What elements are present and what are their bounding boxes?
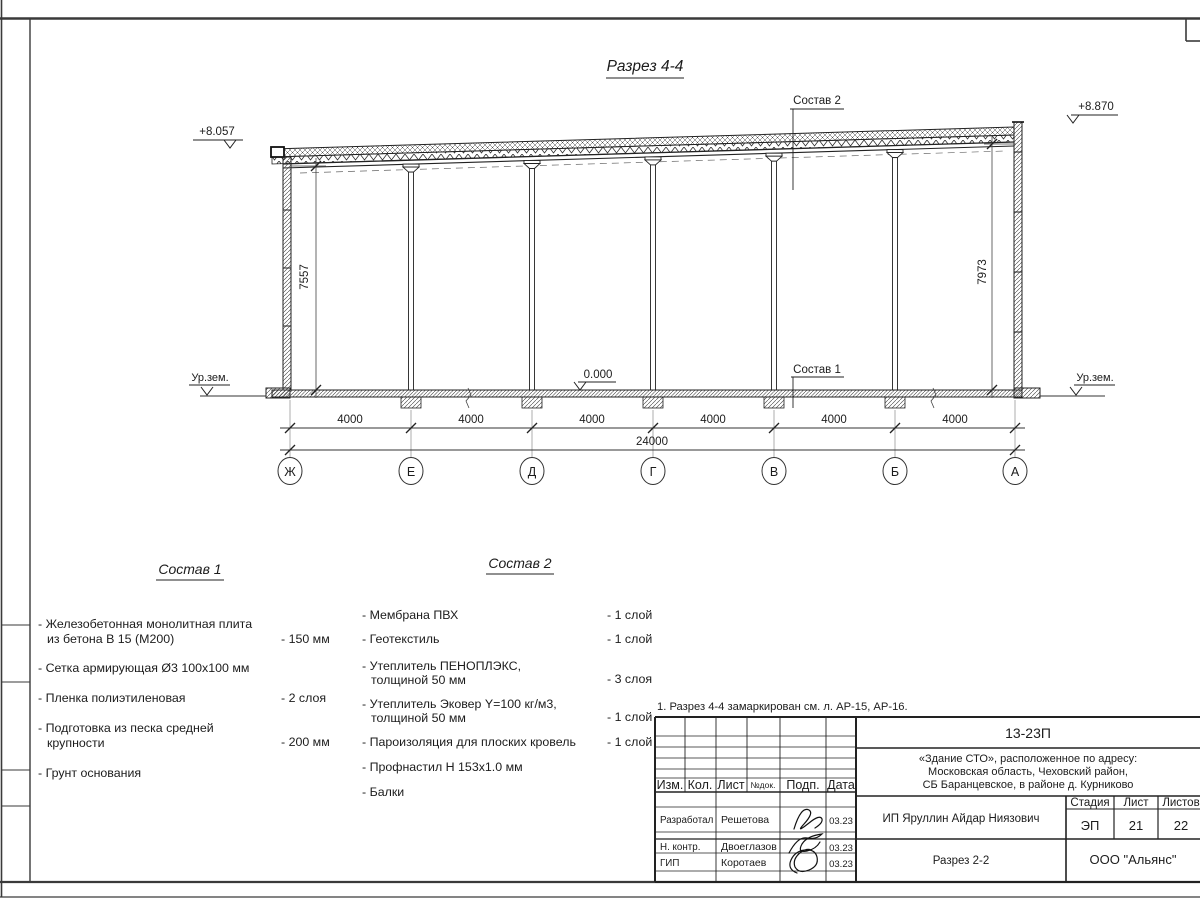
ground-label-left: Ур.зем.: [191, 372, 229, 384]
elevation-right: [1067, 101, 1118, 123]
bay-dim: 4000: [942, 414, 968, 426]
revision-col-ndoc: №док.: [750, 780, 776, 790]
list-value: - 150 мм: [281, 632, 330, 646]
stage-value: ЭП: [1080, 818, 1100, 833]
right-wall: [1012, 122, 1024, 390]
list-item: - Пленка полиэтиленовая: [38, 691, 186, 705]
list-item: - Утеплитель ПЕНОПЛЭКС,: [362, 659, 522, 673]
composition2-list: [362, 555, 652, 799]
client-name: ИП Яруллин Айдар Ниязович: [882, 813, 1040, 825]
list-item: - Пароизоляция для плоских кровель: [362, 735, 576, 749]
left-plinth: [266, 388, 290, 398]
footings: [401, 397, 905, 408]
list-item: - Железобетонная монолитная плита: [38, 617, 253, 631]
ground-level-right: [1070, 372, 1115, 395]
revision-col-podp: Подп.: [786, 778, 820, 792]
roof-edge-flashing: [271, 147, 284, 157]
columns: [403, 150, 903, 390]
list-item: - Профнастил Н 153х1.0 мм: [362, 760, 523, 774]
list-item: крупности: [47, 736, 105, 750]
ground-label-right: Ур.зем.: [1076, 372, 1114, 384]
axis-label: Ж: [284, 465, 296, 479]
revision-col-izm: Изм.: [656, 778, 684, 792]
drawing-name: Разрез 2-2: [932, 855, 990, 867]
elevation-right-value: +8.870: [1078, 101, 1114, 113]
list-item: - Грунт основания: [38, 766, 142, 780]
callout-roof-label: Состав 2: [793, 95, 841, 107]
revision-col-list: Лист: [717, 778, 745, 792]
bay-dim: 4000: [821, 414, 847, 426]
floor-slab: [272, 390, 1022, 397]
elevation-left-value: +8.057: [199, 126, 235, 138]
list-value: - 1 слой: [607, 710, 653, 724]
list-value: - 2 слоя: [281, 691, 327, 705]
column: [766, 153, 782, 390]
list-item: толщиной 50 мм: [371, 673, 466, 687]
floor: [200, 388, 1105, 408]
corner-reference-box: [1186, 19, 1200, 41]
list-value: - 1 слой: [607, 608, 653, 622]
list-item: толщиной 50 мм: [371, 711, 466, 725]
list-item: - Сетка армирующая Ø3 100х100 мм: [38, 661, 250, 675]
height-right-value: 7973: [977, 259, 989, 285]
bay-dim: 4000: [337, 414, 363, 426]
role-label: Н. контр.: [660, 842, 701, 853]
column: [403, 164, 419, 390]
stage-label: Стадия: [1070, 797, 1110, 809]
bay-dim: 4000: [579, 414, 605, 426]
sheet-note: 1. Разрез 4-4 замаркирован см. л. АР-15, АР-16.: [657, 701, 908, 713]
axis-label: Е: [406, 465, 416, 479]
side-stamp-boxes: [2, 625, 31, 806]
list-value: - 1 слой: [607, 735, 653, 749]
role-date: 03.23: [829, 859, 853, 870]
document-code: 13-23П: [1005, 725, 1051, 741]
list-item: - Геотекстиль: [362, 632, 440, 646]
column: [524, 161, 540, 391]
list-value: - 200 мм: [281, 735, 330, 749]
column: [645, 157, 661, 390]
right-plinth: [1014, 388, 1040, 398]
elevation-zero-value: 0.000: [583, 369, 613, 381]
role-name: Коротаев: [721, 857, 767, 869]
elevation-zero: [574, 369, 616, 390]
list-item: - Утеплитель Эковер Y=100 кг/м3,: [362, 697, 557, 711]
axis-label: Г: [649, 465, 657, 479]
object-address-line3: СБ Баранцевское, в районе д. Курниково: [922, 779, 1134, 791]
role-label: ГИП: [660, 858, 680, 869]
axis-label: Б: [890, 465, 900, 479]
revision-col-kol: Кол.: [687, 778, 713, 792]
total-dim: 24000: [636, 436, 668, 448]
list-item: - Подготовка из песка средней: [38, 721, 214, 735]
list-item: из бетона В 15 (М200): [47, 632, 175, 646]
left-wall: [283, 157, 291, 390]
object-address-line1: «Здание СТО», расположенное по адресу:: [918, 753, 1138, 765]
sheets-value: 22: [1173, 818, 1189, 833]
company-name: ООО "Альянс": [1089, 852, 1177, 867]
axis-label: А: [1010, 465, 1020, 479]
bay-dim: 4000: [700, 414, 726, 426]
sheet-value: 21: [1128, 818, 1144, 833]
composition2-title: Состав 2: [488, 555, 552, 571]
title-block: [655, 717, 1200, 882]
dimension-chains: [280, 400, 1025, 457]
composition1-title: Состав 1: [158, 561, 222, 577]
elevation-left: [193, 126, 243, 148]
object-address-line2: Московская область, Чеховский район,: [928, 766, 1128, 778]
axis-label: В: [769, 465, 779, 479]
role-date: 03.23: [829, 843, 853, 854]
list-item: - Балки: [362, 785, 405, 799]
role-name: Двоеглазов: [721, 841, 777, 853]
ground-level-left: [189, 372, 230, 395]
callout-floor-label: Состав 1: [793, 364, 841, 376]
axis-bubbles: [278, 458, 1027, 485]
bay-dim: 4000: [458, 414, 484, 426]
composition1-list: [38, 561, 330, 780]
role-label: Разработал: [660, 815, 714, 826]
sheet-label: Лист: [1123, 797, 1149, 809]
list-item: - Мембрана ПВХ: [362, 608, 459, 622]
role-name: Решетова: [721, 814, 770, 826]
signatures: [789, 809, 822, 873]
revision-col-data: Дата: [827, 778, 855, 792]
signature-razrabotal: [794, 809, 822, 829]
list-value: - 1 слой: [607, 632, 653, 646]
section-view: [189, 58, 1118, 485]
sheets-label: Листов: [1162, 797, 1200, 809]
column: [887, 150, 903, 390]
axis-label: Д: [527, 465, 537, 479]
role-date: 03.23: [829, 816, 853, 827]
section-title: Разрез 4-4: [606, 58, 684, 75]
height-left-value: 7557: [299, 264, 311, 290]
list-value: - 3 слоя: [607, 672, 653, 686]
